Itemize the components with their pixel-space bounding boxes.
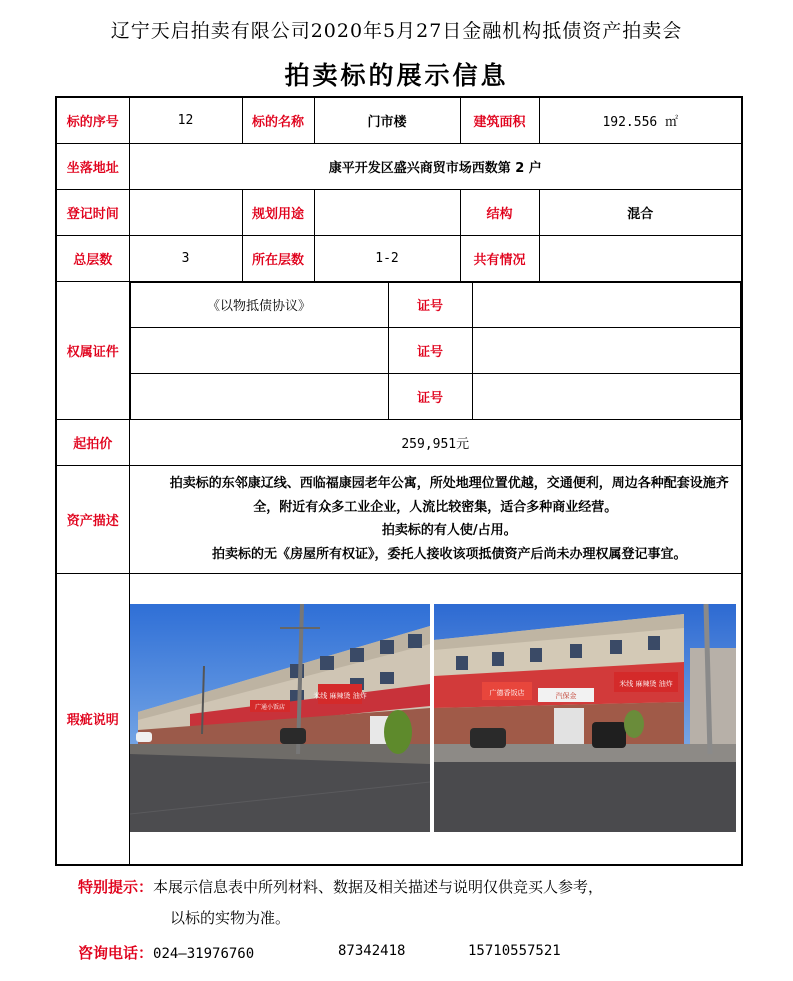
start-price-value: 259,951元 <box>129 419 742 465</box>
reg-time-value <box>129 189 242 235</box>
shared-label: 共有情况 <box>460 235 539 281</box>
row-floors <box>56 235 742 281</box>
shop-sign-right-3: 米线 麻辣烫 油炸 <box>618 679 673 688</box>
area-value: 192.556 ㎡ <box>539 97 742 143</box>
special-note <box>78 876 603 897</box>
desc-para-1: 拍卖标的东邻康辽线、西临福康园老年公寓，所处地理位置优越，交通便利，周边各种配套设施齐全，附近有众多工业企业，人流比较密集，适合多种商业经营。 <box>169 476 729 515</box>
reg-time-label: 登记时间 <box>56 189 129 235</box>
structure-label: 结构 <box>460 189 539 235</box>
shop-sign-left-2: 广通小饭店 <box>254 703 285 711</box>
photo-left <box>130 604 430 832</box>
page-title: 拍卖标的展示信息 <box>284 61 509 90</box>
lot-info-table <box>55 96 743 866</box>
desc-para-2: 拍卖标的有人使/占用。 <box>381 523 517 538</box>
photo-right <box>434 604 736 832</box>
ownership-label: 权属证件 <box>56 281 129 419</box>
cert-no-value-1 <box>472 282 741 328</box>
shop-sign-right-2: 汽保金 <box>555 691 576 700</box>
lot-no-label: 标的序号 <box>56 97 129 143</box>
auction-company-title: 辽宁天启拍卖有限公司2020年5月27日金融机构抵债资产拍卖会 <box>110 20 683 42</box>
row-asset-desc <box>56 465 742 573</box>
row-lot-basic <box>56 97 742 143</box>
ownership-doc-1: 《以物抵债协议》 <box>130 282 388 328</box>
cert-no-value-3 <box>472 374 741 419</box>
phone-1: 024—31976760 <box>153 946 255 962</box>
desc-para-3: 拍卖标的无《房屋所有权证》，委托人接收该项抵债资产后尚未办理权属登记事宜。 <box>211 546 687 562</box>
cert-no-label-3: 证号 <box>388 374 472 419</box>
structure-value: 混合 <box>539 189 742 235</box>
ownership-doc-3 <box>130 374 388 419</box>
floor-value: 1-2 <box>314 235 460 281</box>
start-price-label: 起拍价 <box>56 419 129 465</box>
total-floors-label: 总层数 <box>56 235 129 281</box>
shop-sign-right-1: 广德香饭店 <box>489 688 524 697</box>
usage-value <box>314 189 460 235</box>
defects-label: 瑕疵说明 <box>56 573 129 865</box>
row-location <box>56 143 742 189</box>
phone-3: 15710557521 <box>468 943 561 959</box>
area-label: 建筑面积 <box>460 97 539 143</box>
special-note-line-2: 以标的实物为准。 <box>170 909 291 927</box>
phone-2: 87342418 <box>338 943 406 959</box>
row-start-price <box>56 419 742 465</box>
row-ownership <box>56 281 742 419</box>
lot-name-value: 门市楼 <box>314 97 460 143</box>
floor-label: 所在层数 <box>242 235 314 281</box>
special-note-label: 特别提示： <box>78 878 154 896</box>
cert-no-label-2: 证号 <box>388 328 472 374</box>
shop-sign-left-1: 米线 麻辣烫 油炸 <box>312 691 367 700</box>
asset-desc-label: 资产描述 <box>56 465 129 573</box>
cert-no-label-1: 证号 <box>388 282 472 328</box>
location-label: 坐落地址 <box>56 143 129 189</box>
lot-no-value: 12 <box>129 97 242 143</box>
contact-phone-label: 咨询电话： <box>78 944 154 962</box>
lot-name-label: 标的名称 <box>242 97 314 143</box>
contact-phone <box>78 942 254 963</box>
ownership-doc-2 <box>130 328 388 374</box>
asset-desc-text <box>129 465 742 573</box>
ownership-subtable <box>130 282 742 419</box>
location-value: 康平开发区盛兴商贸市场西数第 2 户 <box>129 143 742 189</box>
usage-label: 规划用途 <box>242 189 314 235</box>
cert-no-value-2 <box>472 328 741 374</box>
street-photo-right <box>434 604 736 832</box>
special-note-line-1: 本展示信息表中所列材料、数据及相关描述与说明仅供竞买人参考， <box>153 878 604 896</box>
street-photo-left <box>130 604 430 832</box>
shared-value <box>539 235 742 281</box>
total-floors-value: 3 <box>129 235 242 281</box>
row-registration <box>56 189 742 235</box>
defects-photos <box>130 574 742 864</box>
row-defects <box>56 573 742 865</box>
